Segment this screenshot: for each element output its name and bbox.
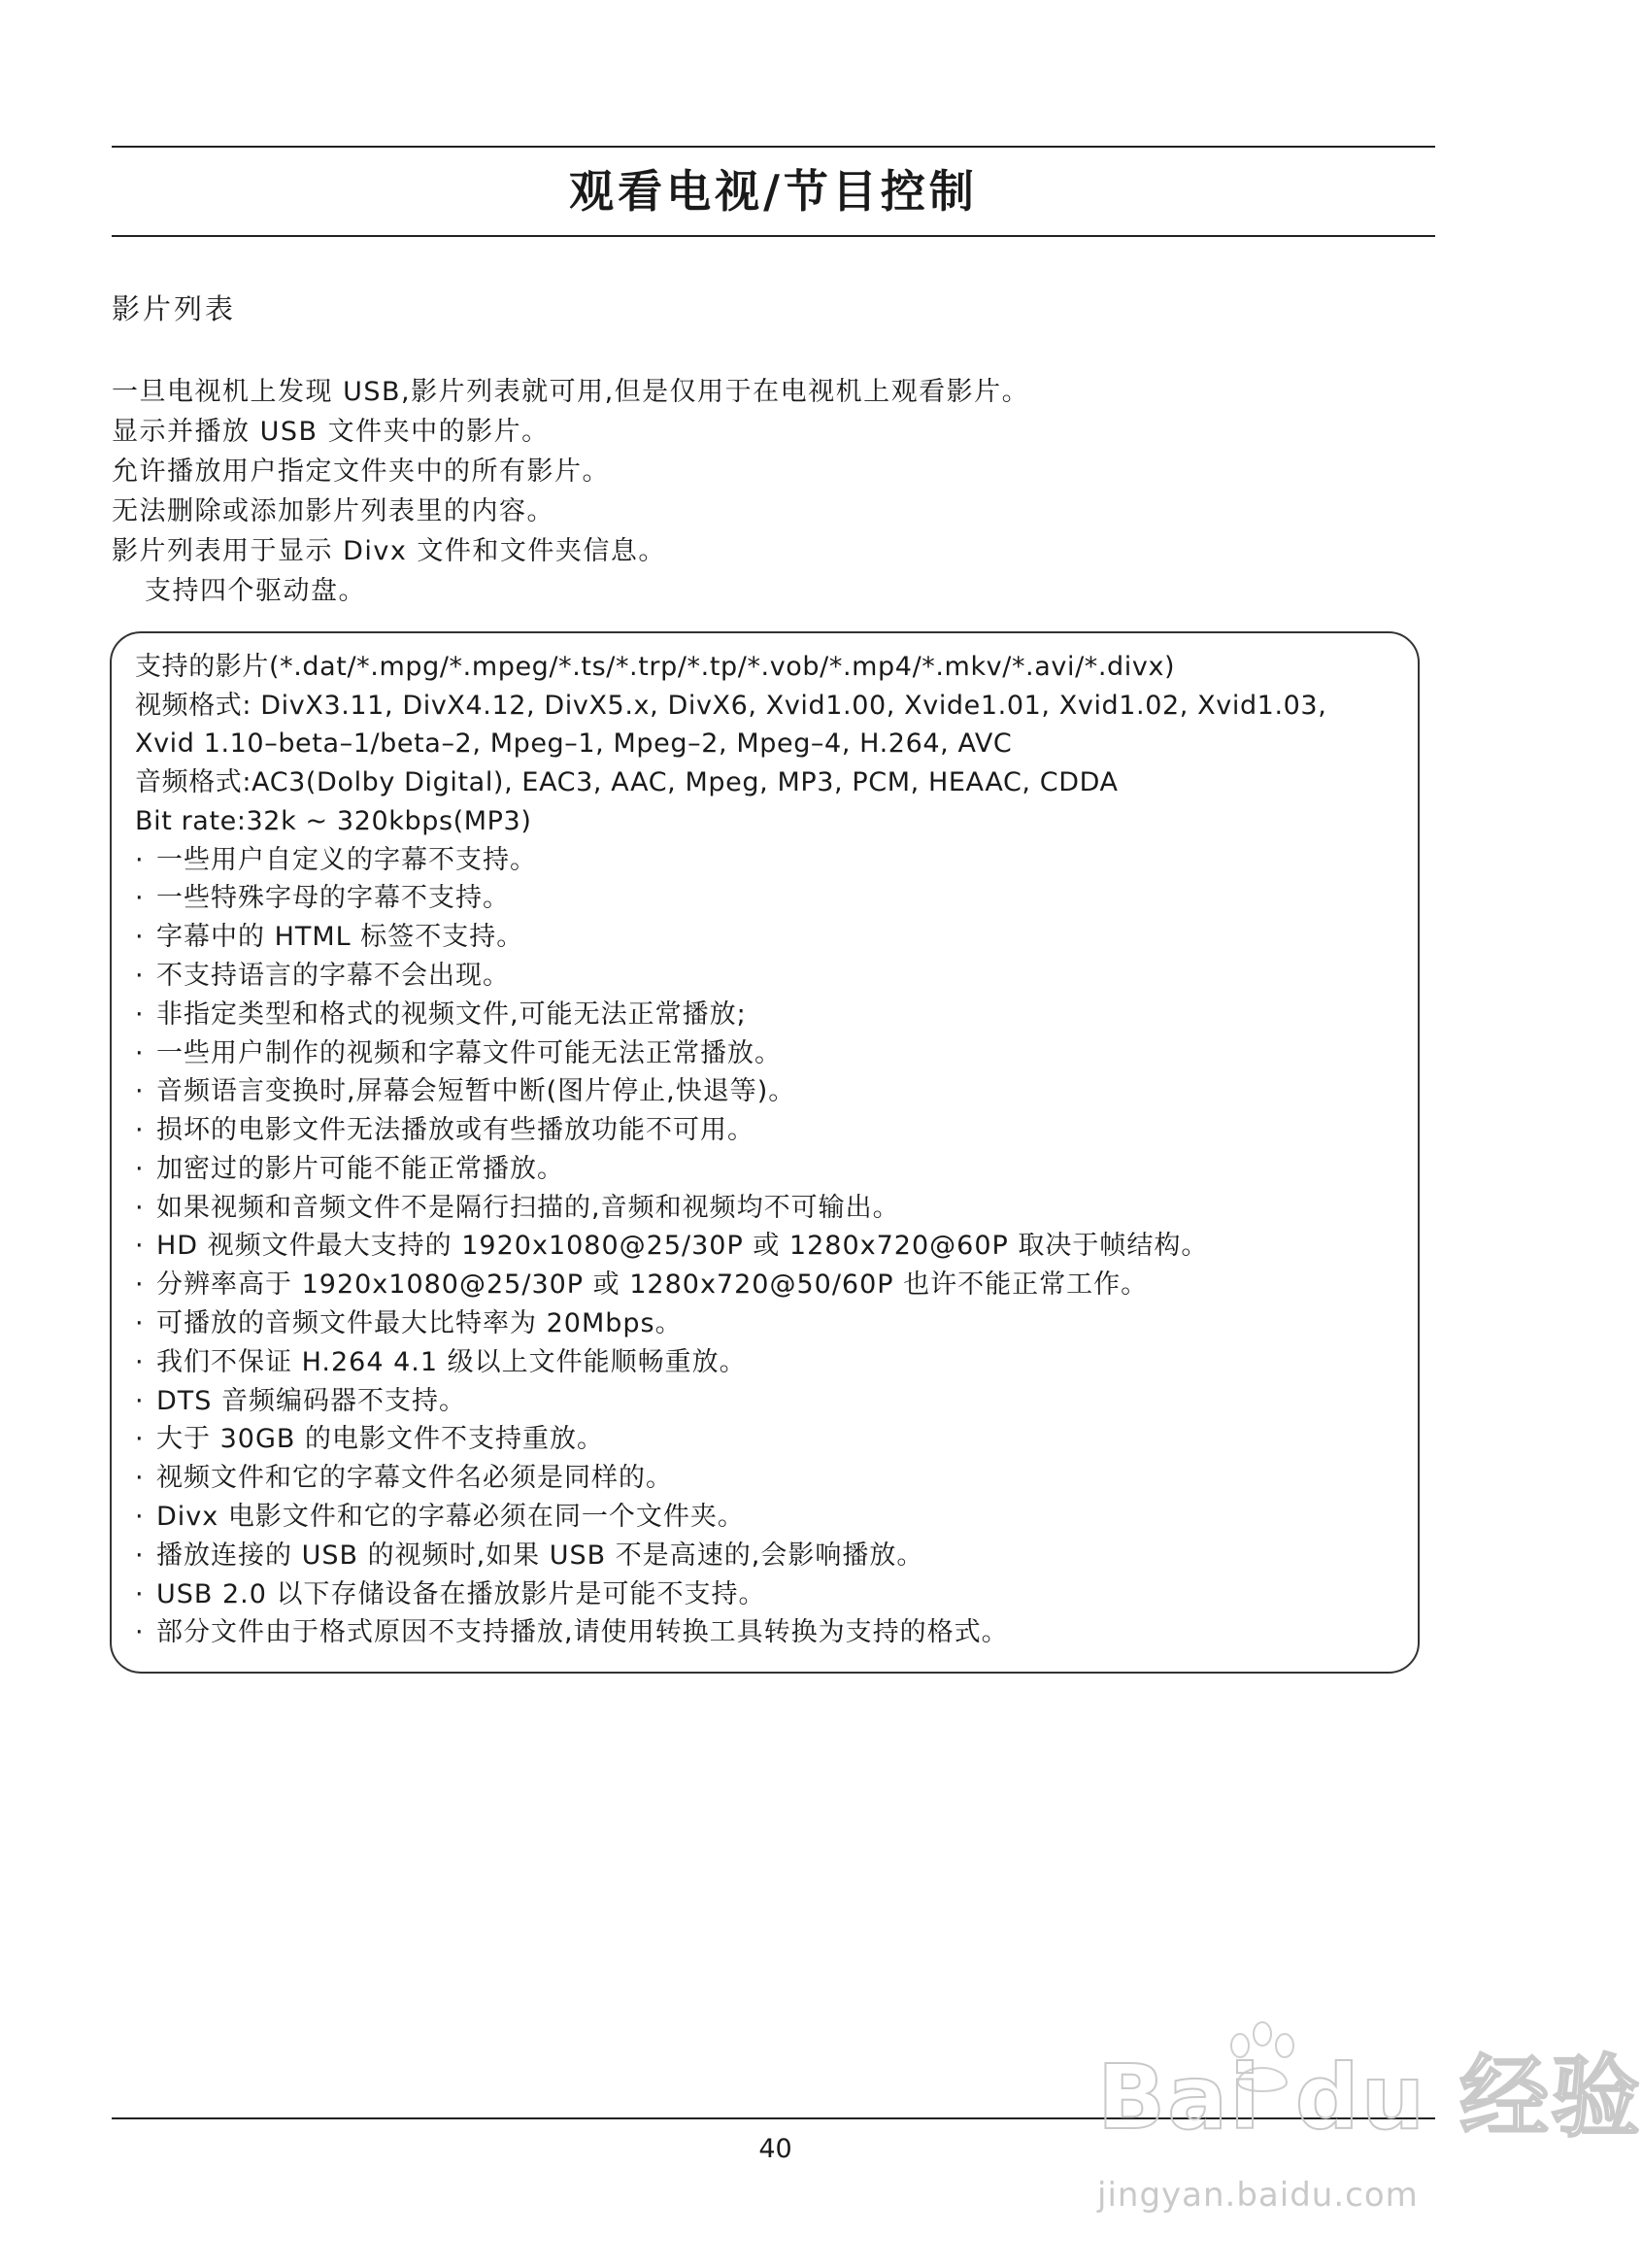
bullet-icon: · [135, 1502, 145, 1533]
bullet-icon: · [135, 1540, 145, 1571]
intro-line: 显示并播放 USB 文件夹中的影片。 [112, 417, 550, 447]
bullet-icon: · [135, 1115, 145, 1146]
header-bottom-rule [112, 235, 1435, 237]
supported-formats-box [110, 631, 1420, 1674]
intro-paragraphs [112, 372, 1435, 611]
bullet-icon: · [135, 1231, 145, 1262]
bullet-icon: · [135, 1308, 145, 1339]
bullet-icon: · [135, 1463, 145, 1494]
list-item: · 播放连接的 USB 的视频时,如果 USB 不是高速的,会影响播放。 [135, 1537, 1398, 1575]
intro-line: 支持四个驱动盘。 [145, 576, 366, 606]
bullet-icon: · [135, 1269, 145, 1301]
bullet-icon: · [135, 1578, 145, 1609]
spec-line-supported-files: 支持的影片(*.dat/*.mpg/*.mpeg/*.ts/*.trp/*.tp/*.vob/*.mp4/*.mkv/*.avi/*.divx) [135, 652, 1176, 682]
list-item: · 大于 30GB 的电影文件不支持重放。 [135, 1420, 1398, 1459]
intro-line: 一旦电视机上发现 USB,影片列表就可用,但是仅用于在电视机上观看影片。 [112, 377, 1030, 407]
intro-line: 无法删除或添加影片列表里的内容。 [112, 496, 554, 526]
list-item: · 非指定类型和格式的视频文件,可能无法正常播放; [135, 996, 1398, 1034]
list-item: · 如果视频和音频文件不是隔行扫描的,音频和视频均不可输出。 [135, 1189, 1398, 1228]
intro-line: 影片列表用于显示 Divx 文件和文件夹信息。 [112, 536, 666, 566]
notes-list [135, 841, 1398, 1653]
bullet-icon: · [135, 1424, 145, 1455]
spec-line-video-formats-cont: Xvid 1.10–beta–1/beta–2, Mpeg–1, Mpeg–2, Mpeg–4, H.264, AVC [135, 728, 1013, 760]
bullet-icon: · [135, 1346, 145, 1377]
header-top-rule [112, 146, 1435, 148]
intro-line: 允许播放用户指定文件夹中的所有影片。 [112, 457, 610, 487]
spec-line-bit-rate: Bit rate:32k ~ 320kbps(MP3) [135, 805, 532, 836]
bullet-icon: · [135, 922, 145, 953]
list-item: · 部分文件由于格式原因不支持播放,请使用转换工具转换为支持的格式。 [135, 1613, 1398, 1652]
list-item: · 分辨率高于 1920x1080@25/30P 或 1280x720@50/60P 也许不能正常工作。 [135, 1266, 1398, 1304]
bullet-icon: · [135, 1153, 145, 1184]
bullet-icon: · [135, 999, 145, 1030]
watermark-logo-text: Bai du 经验 [1097, 2046, 1642, 2150]
list-item: · 损坏的电影文件无法播放或有些播放功能不可用。 [135, 1111, 1398, 1150]
list-item: · 字幕中的 HTML 标签不支持。 [135, 918, 1398, 957]
list-item: · 视频文件和它的字幕文件名必须是同样的。 [135, 1459, 1398, 1498]
watermark-url: jingyan.baidu.com [1097, 2176, 1419, 2215]
section-heading: 影片列表 [112, 292, 237, 325]
bullet-icon: · [135, 960, 145, 991]
spec-line-video-formats: 视频格式: DivX3.11, DivX4.12, DivX5.x, DivX6, Xvid1.00, Xvide1.01, Xvid1.02, Xvid1.03, [135, 690, 1327, 721]
page-title: 观看电视/节目控制 [569, 165, 978, 218]
list-item: · 一些用户制作的视频和字幕文件可能无法正常播放。 [135, 1034, 1398, 1073]
bullet-icon: · [135, 844, 145, 875]
bullet-icon: · [135, 1617, 145, 1648]
list-item: · 一些用户自定义的字幕不支持。 [135, 841, 1398, 880]
bullet-icon: · [135, 883, 145, 914]
list-item: · USB 2.0 以下存储设备在播放影片是可能不支持。 [135, 1575, 1398, 1614]
bullet-icon: · [135, 1385, 145, 1416]
bullet-icon: · [135, 1192, 145, 1223]
list-item: · HD 视频文件最大支持的 1920x1080@25/30P 或 1280x720@60P 取决于帧结构。 [135, 1227, 1398, 1266]
list-item: · Divx 电影文件和它的字幕必须在同一个文件夹。 [135, 1498, 1398, 1537]
baidu-jingyan-watermark [1088, 2020, 1642, 2253]
list-item: · 一些特殊字母的字幕不支持。 [135, 879, 1398, 918]
list-item: · 可播放的音频文件最大比特率为 20Mbps。 [135, 1304, 1398, 1343]
list-item: · 音频语言变换时,屏幕会短暂中断(图片停止,快退等)。 [135, 1072, 1398, 1111]
list-item: · DTS 音频编码器不支持。 [135, 1382, 1398, 1421]
list-item: · 加密过的影片可能不能正常播放。 [135, 1150, 1398, 1189]
bullet-icon: · [135, 1037, 145, 1068]
list-item: · 我们不保证 H.264 4.1 级以上文件能顺畅重放。 [135, 1343, 1398, 1382]
spec-line-audio-formats: 音频格式:AC3(Dolby Digital), EAC3, AAC, Mpeg, MP3, PCM, HEAAC, CDDA [135, 767, 1119, 798]
page-number: 40 [758, 2134, 792, 2164]
list-item: · 不支持语言的字幕不会出现。 [135, 957, 1398, 996]
bullet-icon: · [135, 1076, 145, 1107]
